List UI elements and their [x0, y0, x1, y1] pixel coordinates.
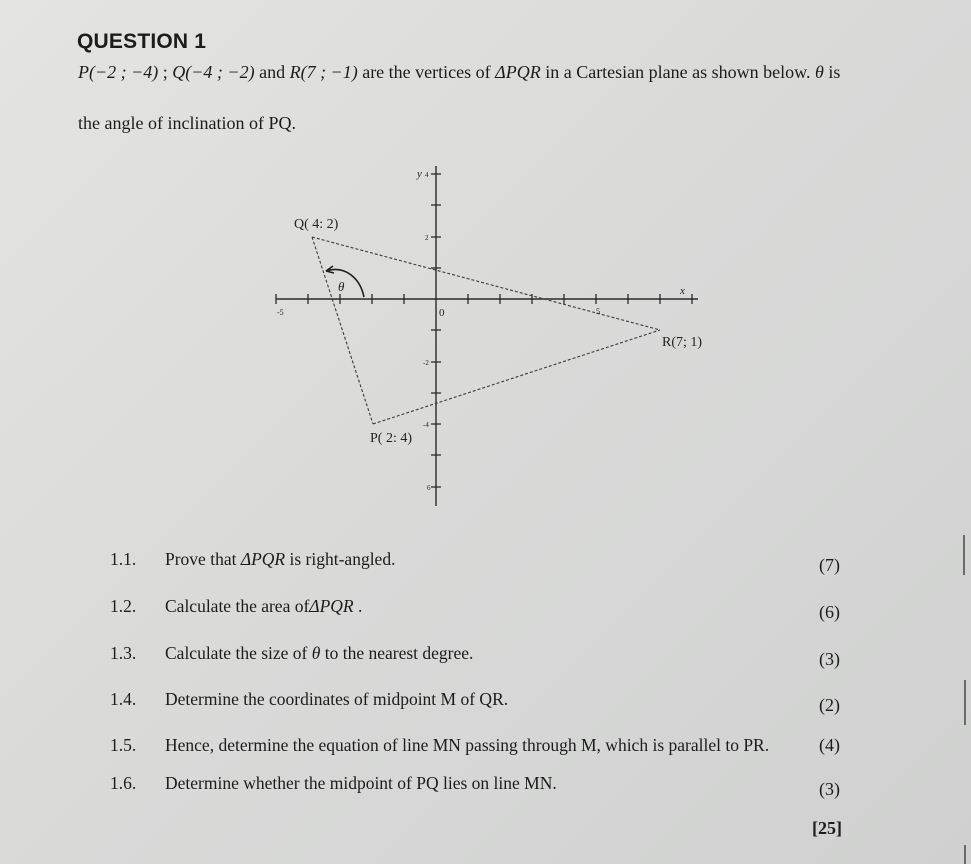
question-marks: (3)	[819, 779, 840, 799]
question-text: Calculate the area ofΔPQR .	[165, 596, 363, 616]
separator-text: ;	[158, 62, 173, 82]
triangle-symbol: ΔPQR	[495, 62, 541, 82]
intro-text: in a Cartesian plane as shown below.	[540, 62, 815, 82]
question-text: Determine whether the midpoint of PQ lies on line MN.	[165, 773, 557, 793]
y-axis-label: y	[417, 168, 422, 180]
label-q: Q( 4: 2)	[294, 217, 339, 232]
question-text: Hence, determine the equation of line MN passing through M, which is parallel to PR.	[165, 735, 770, 755]
theta-label: θ	[338, 279, 345, 294]
axes	[276, 166, 698, 506]
intro-line-2: the angle of inclination of PQ.	[78, 113, 296, 133]
question-text: Calculate the size of θ to the nearest degree.	[165, 643, 474, 663]
question-marks: (2)	[819, 695, 840, 715]
question-number: 1.4.	[110, 689, 137, 709]
intro-text: is	[823, 62, 841, 82]
triangle-pqr	[312, 237, 660, 424]
tick-label-y-neg2: -2	[423, 359, 429, 367]
point-r-text: R(7 ; −1)	[289, 62, 358, 82]
and-text: and	[254, 62, 290, 82]
tick-label-y-4: 4	[425, 171, 429, 179]
question-number: 1.2.	[110, 596, 137, 616]
question-marks: (7)	[819, 555, 840, 575]
question-number: 1.3.	[110, 643, 137, 663]
question-text: Determine the coordinates of midpoint M of QR.	[165, 689, 509, 709]
y-ticks	[431, 174, 441, 487]
page-edge-mark	[964, 845, 966, 864]
page-edge-mark	[964, 680, 966, 725]
x-ticks	[276, 294, 692, 304]
x-axis-label: x	[680, 285, 685, 297]
point-q-text: Q(−4 ; −2)	[172, 62, 255, 82]
theta-symbol: θ	[814, 62, 824, 82]
tick-label-x-neg5: -5	[277, 308, 284, 317]
tick-label-y-neg6: 6	[427, 484, 431, 492]
label-r: R(7; 1)	[662, 335, 703, 350]
label-p: P( 2: 4)	[370, 431, 412, 446]
tick-label-y-neg4: -4	[423, 421, 429, 429]
question-number: 1.6.	[110, 773, 137, 793]
origin-label: 0	[439, 307, 445, 319]
intro-line-1	[78, 62, 840, 83]
side-pr	[373, 330, 660, 424]
theta-arc-icon	[326, 266, 364, 297]
question-text: Prove that ΔPQR is right-angled.	[165, 549, 396, 569]
question-marks: (6)	[819, 602, 840, 622]
question-number: 1.1.	[110, 549, 137, 569]
page-edge-mark	[963, 535, 965, 575]
side-qr	[312, 237, 660, 330]
intro-text: are the vertices of	[357, 62, 496, 82]
question-marks: (3)	[819, 649, 840, 669]
tick-label-y-2: 2	[425, 234, 429, 242]
total-marks: [25]	[812, 818, 842, 838]
question-marks: (4)	[819, 735, 840, 755]
side-pq	[312, 237, 373, 424]
question-number: 1.5.	[110, 735, 137, 755]
question-heading: QUESTION 1	[77, 30, 207, 53]
tick-label-x-5: 5	[596, 307, 600, 316]
point-p-text: P(−2 ; −4)	[78, 62, 159, 82]
